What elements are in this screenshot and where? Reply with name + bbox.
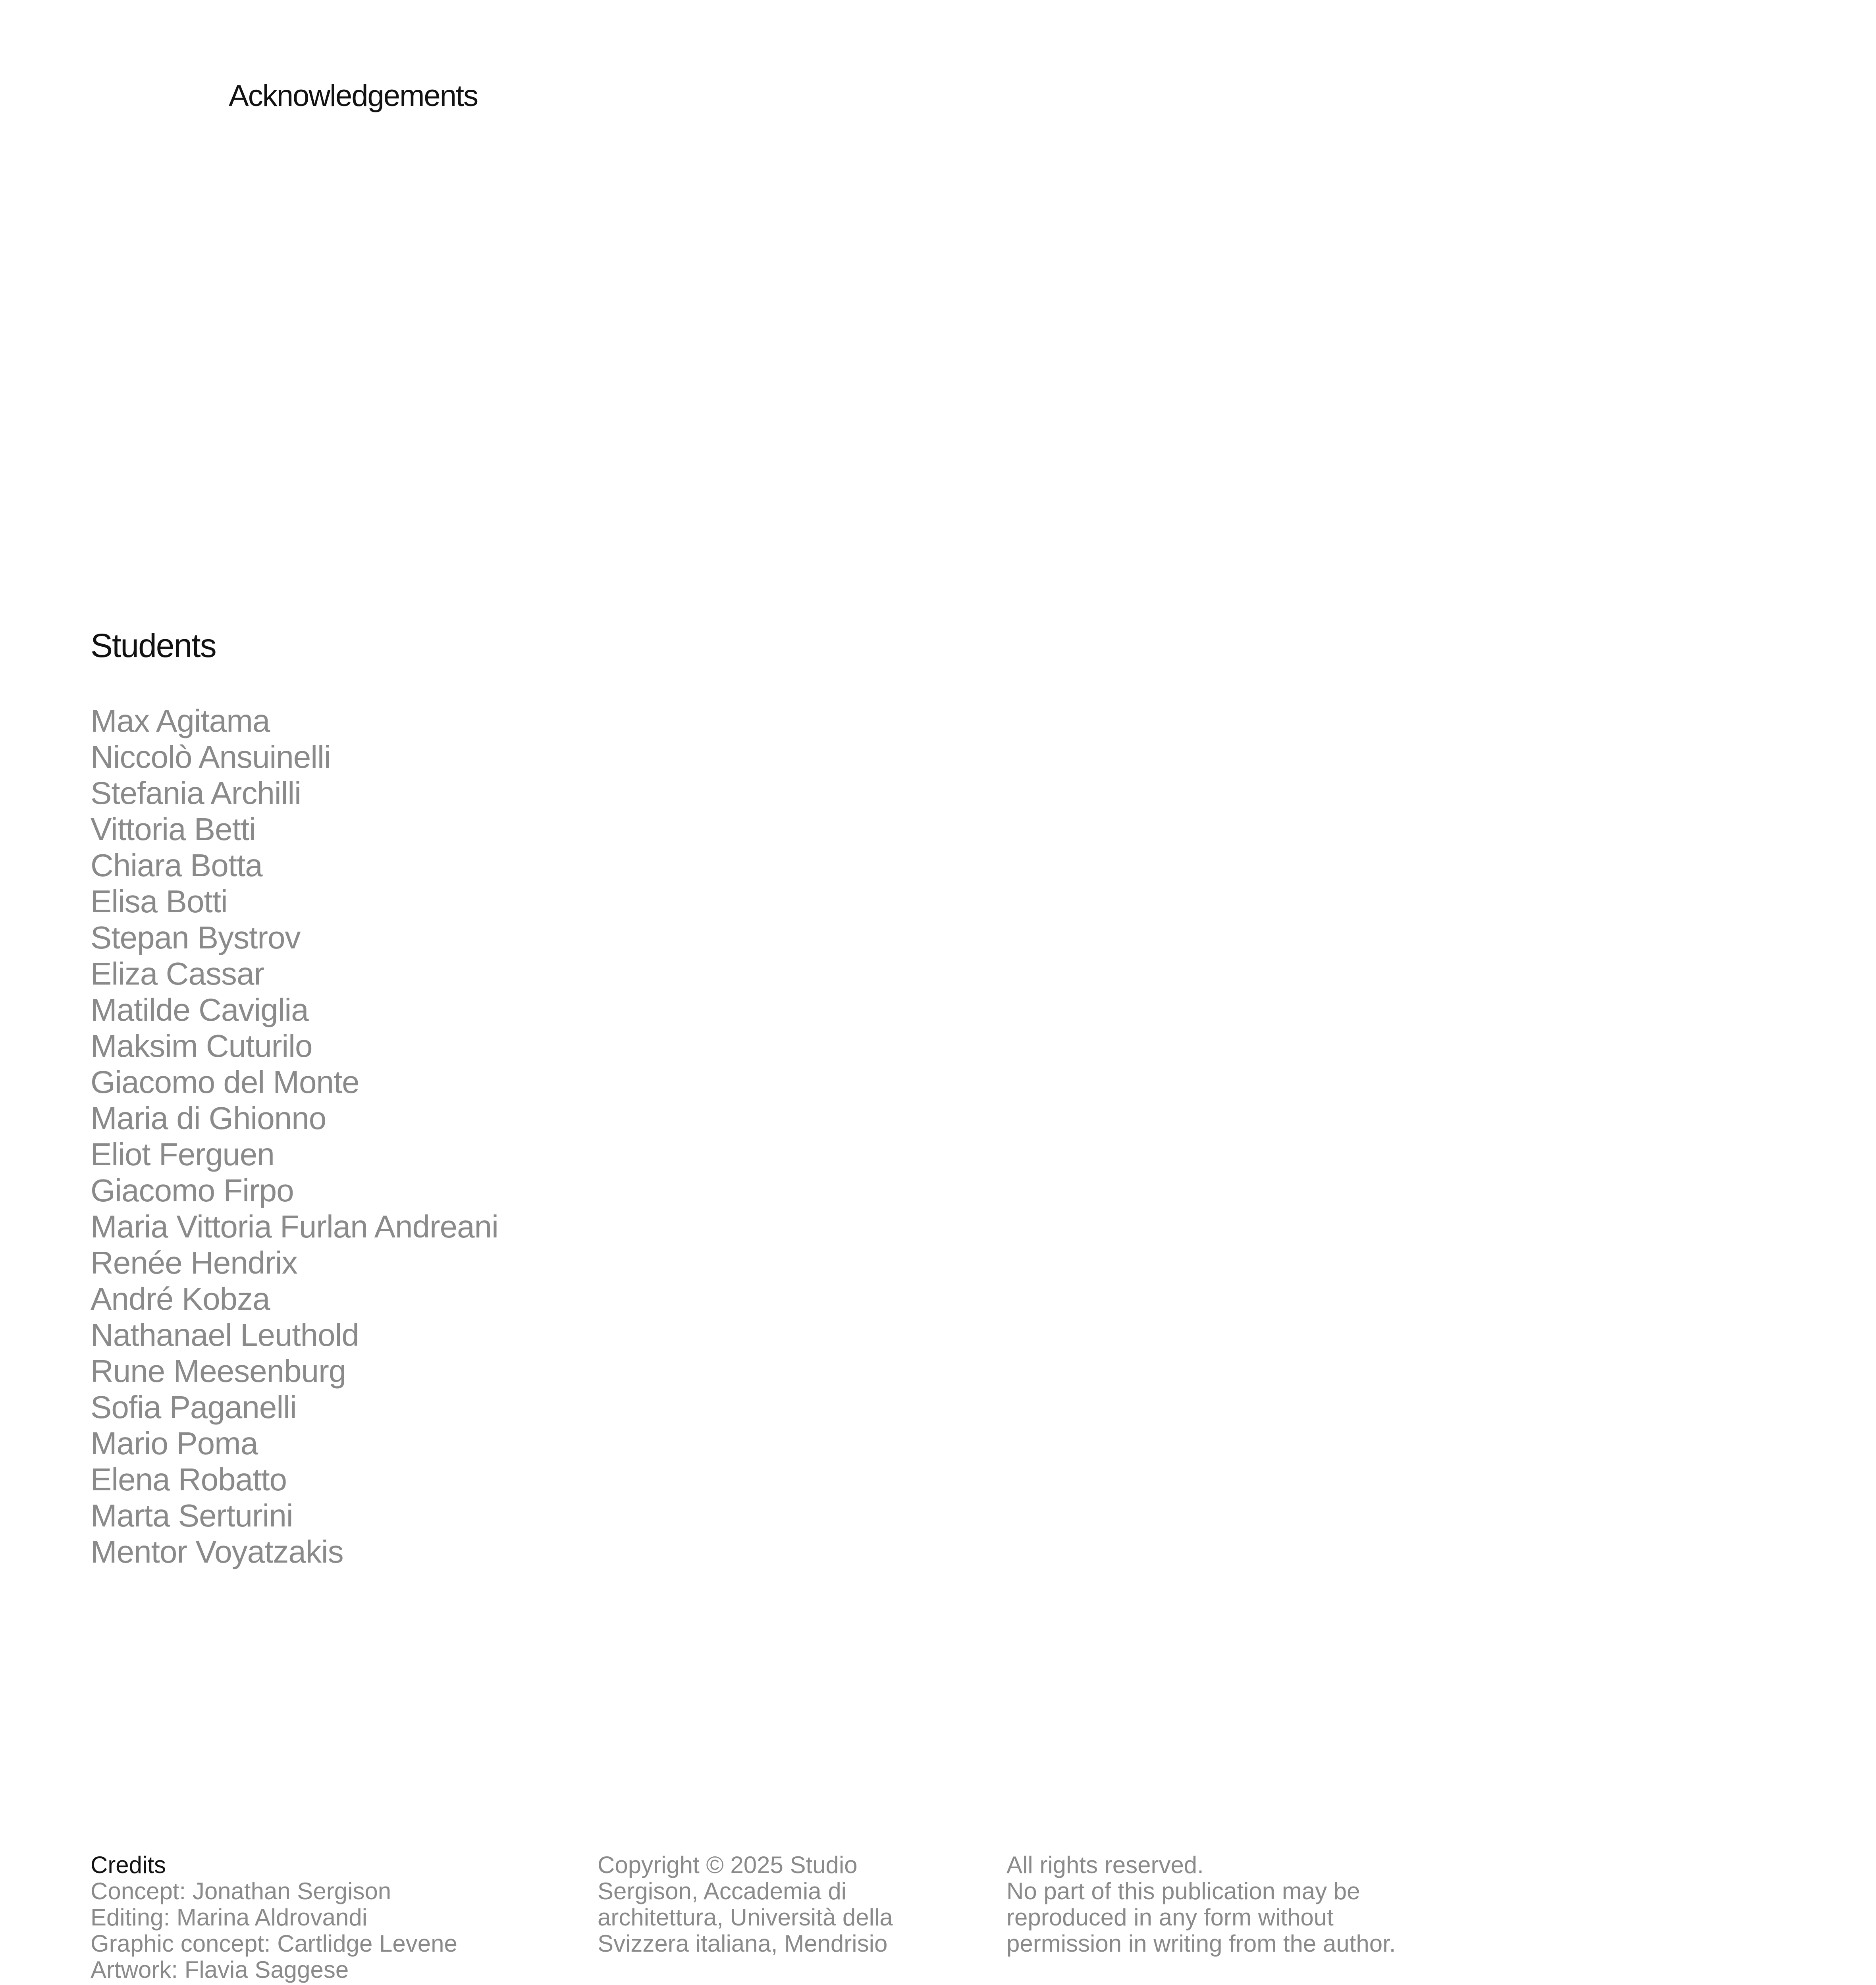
student-name: Stefania Archilli — [91, 775, 301, 811]
student-name: André Kobza — [91, 1281, 270, 1316]
credits-block — [91, 1852, 457, 1983]
student-name: Mentor Voyatzakis — [91, 1534, 343, 1569]
student-name: Elena Robatto — [91, 1462, 287, 1497]
student-name: Eliza Cassar — [91, 956, 264, 991]
student-name: Matilde Caviglia — [91, 992, 308, 1027]
student-name: Giacomo Firpo — [91, 1173, 294, 1208]
rights-line: No part of this publication may be — [1006, 1878, 1360, 1904]
rights-block — [1006, 1852, 1396, 1957]
copyright-line: Svizzera italiana, Mendrisio — [598, 1930, 888, 1957]
credits-heading: Credits — [91, 1852, 166, 1878]
copyright-block — [598, 1852, 893, 1957]
student-name: Stepan Bystrov — [91, 920, 301, 955]
copyright-line: architettura, Università della — [598, 1904, 893, 1931]
student-name: Maria Vittoria Furlan Andreani — [91, 1209, 498, 1244]
rights-line: All rights reserved. — [1006, 1852, 1204, 1878]
credits-line: Concept: Jonathan Sergison — [91, 1878, 391, 1904]
student-name: Sofia Paganelli — [91, 1390, 297, 1425]
student-name: Elisa Botti — [91, 884, 228, 919]
rights-line: reproduced in any form without — [1006, 1904, 1334, 1931]
student-name: Rune Meesenburg — [91, 1353, 346, 1389]
student-name: Vittoria Betti — [91, 811, 256, 847]
student-name: Giacomo del Monte — [91, 1064, 359, 1100]
student-name: Renée Hendrix — [91, 1245, 297, 1280]
student-name: Marta Serturini — [91, 1498, 293, 1533]
students-heading: Students — [91, 627, 216, 664]
student-name: Eliot Ferguen — [91, 1137, 274, 1172]
copyright-line: Copyright © 2025 Studio — [598, 1852, 858, 1878]
rights-line: permission in writing from the author. — [1006, 1930, 1396, 1957]
student-name: Nathanael Leuthold — [91, 1317, 359, 1353]
student-name: Maksim Cuturilo — [91, 1028, 312, 1064]
credits-line: Artwork: Flavia Saggese — [91, 1956, 349, 1983]
credits-line: Editing: Marina Aldrovandi — [91, 1904, 368, 1931]
credits-line: Graphic concept: Cartlidge Levene — [91, 1930, 457, 1957]
page-title: Acknowledgements — [229, 79, 478, 113]
student-list — [91, 703, 498, 1570]
student-name: Niccolò Ansuinelli — [91, 739, 331, 775]
student-name: Mario Poma — [91, 1426, 258, 1461]
student-name: Max Agitama — [91, 703, 270, 738]
student-name: Maria di Ghionno — [91, 1100, 326, 1136]
student-name: Chiara Botta — [91, 848, 262, 883]
copyright-line: Sergison, Accademia di — [598, 1878, 847, 1904]
